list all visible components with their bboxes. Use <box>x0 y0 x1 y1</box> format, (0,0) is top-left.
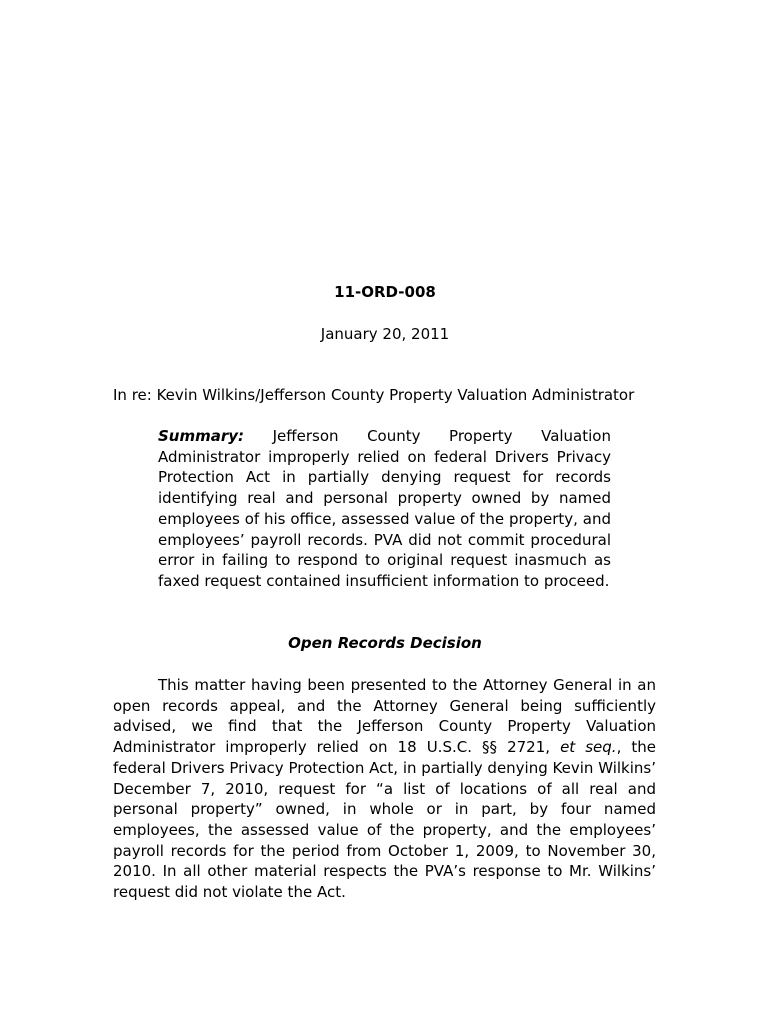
body-paragraph <box>113 675 656 903</box>
decision-heading: Open Records Decision <box>288 634 482 652</box>
body-text-italic: et seq. <box>560 738 617 757</box>
in-re-line: In re: Kevin Wilkins/Jefferson County Property Valuation Administrator <box>113 386 635 404</box>
body-text-part2: , the federal Drivers Privacy Protection Act, in partially denying Kevin Wilkins’ December 7, 2010, request for “a list of locations of all real and personal property” owned, in whole or in part, by four named employees, the assessed value of the property, and the employees’ payroll records for the period from October 1, 2009, to November 30, 2010. In all other material respects the PVA’s response to Mr. Wilkins’ request did not violate the Act. <box>113 738 656 902</box>
body-text-part1: This matter having been presented to the Attorney General in an open records appeal, and the Attorney General being sufficiently advised, we find that the Jefferson County Property Valuation Administrator improperly relied on 18 U.S.C. §§ 2721, <box>113 676 656 757</box>
document-date: January 20, 2011 <box>320 325 450 343</box>
summary-text: Jefferson County Property Valuation Administrator improperly relied on federal Drivers Privacy Protection Act in partially denying request for records identifying real and personal property owned by named employees of his office, assessed value of the property, and employees’ payroll records. PVA did not commit procedural error in failing to respond to original request inasmuch as faxed request contained insufficient information to proceed. <box>158 427 611 590</box>
summary-block <box>158 426 611 592</box>
summary-label: Summary: <box>158 427 245 445</box>
document-number: 11-ORD-008 <box>334 283 436 301</box>
